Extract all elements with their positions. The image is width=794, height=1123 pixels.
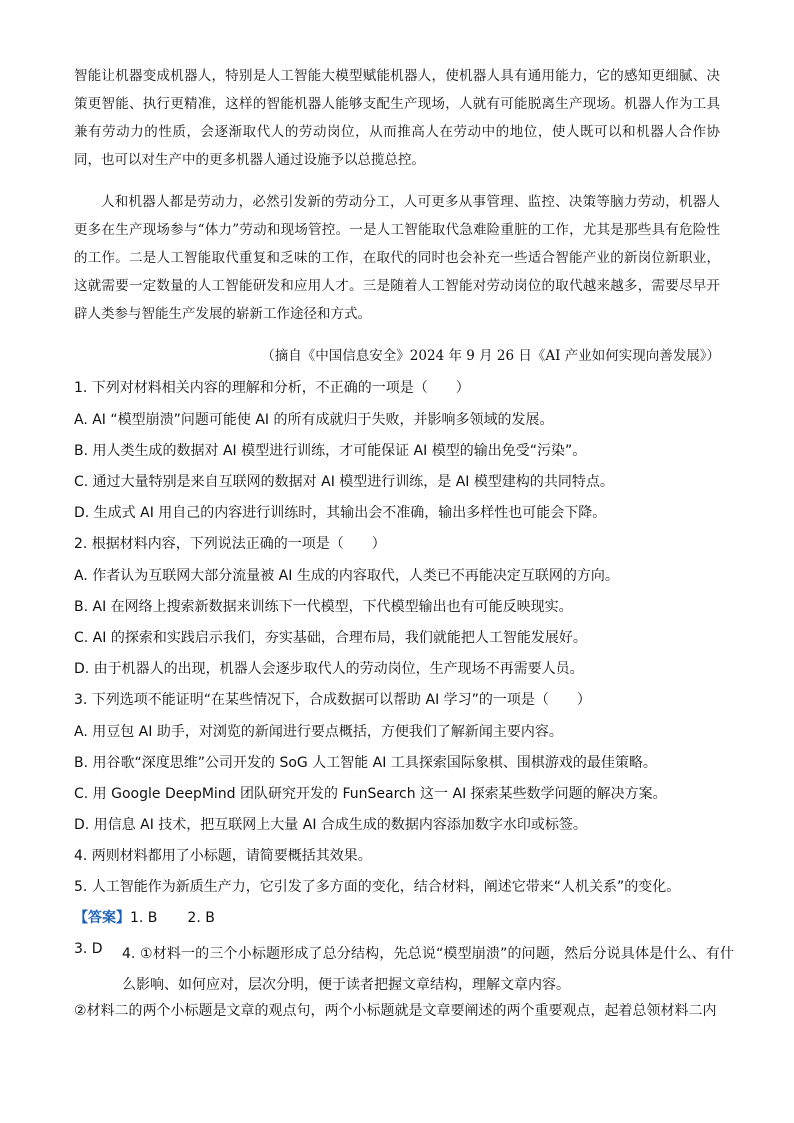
question-1-option-b: B. 用人类生成的数据对 AI 模型进行训练，才可能保证 AI 模型的输出免受“污染”。 — [74, 443, 587, 459]
question-5-stem: 5. 人工智能作为新质生产力，它引发了多方面的变化，结合材料，阐述它带来“人机关系”的变化。 — [74, 879, 681, 895]
question-2-option-b: B. AI 在网络上搜索新数据来训练下一代模型，下代模型输出也有可能反映现实。 — [74, 599, 573, 615]
question-3-option-d: D. 用信息 AI 技术，把互联网上大量 AI 合成生成的数据内容添加数字水印或标签。 — [74, 817, 587, 833]
passage-source: （摘自《中国信息安全》2024 年 9 月 26 日《AI 产业如何实现向善发展》） — [261, 348, 720, 364]
answer-4-part-2: ②材料二的两个小标题是文章的观点句，两个小标题就是文章要阐述的两个重要观点，起着总领材料二内 — [74, 1003, 717, 1019]
answer-line-1 — [74, 908, 734, 928]
answer-label: 【答案】 — [74, 910, 130, 926]
passage-paragraph-1: 智能让机器变成机器人，特别是人工智能大模型赋能机器人，使机器人具有通用能力，它的感知更细腻、决策更智能、执行更精准，这样的智能机器人能够支配生产现场，人就有可能脱离生产现场。机器人作为工具兼有劳动力的性质，会逐渐取代人的劳动岗位，从而推高人在劳动中的地位，使人既可以和机器人合作协同，也可以对生产中的更多机器人通过设施予以总揽总控。 — [74, 68, 720, 168]
question-2-option-a: A. 作者认为互联网大部分流量被 AI 生成的内容取代，人类已不再能决定互联网的方向。 — [74, 568, 619, 584]
answer-3: 3. D — [74, 941, 103, 957]
question-1-option-c: C. 通过大量特别是来自互联网的数据对 AI 模型进行训练，是 AI 模型建构的共同特点。 — [74, 474, 614, 490]
question-1-option-d: D. 生成式 AI 用自己的内容进行训练时，其输出会不准确，输出多样性也可能会下降。 — [74, 505, 607, 521]
passage-paragraph-2: 人和机器人都是劳动力，必然引发新的劳动分工，人可更多从事管理、监控、决策等脑力劳动，机器人更多在生产现场参与“体力”劳动和现场管控。一是人工智能取代急难险重脏的工作，尤其是那些具有危险性的工作。二是人工智能取代重复和乏味的工作，在取代的同时也会补充一些适合智能产业的新岗位新职业，这就需要一定数量的人工智能研发和应用人才。三是随着人工智能对劳动岗位的取代越来越多，需要尽早开辟人类参与智能生产发展的崭新工作途径和方式。 — [74, 194, 720, 322]
question-3-option-a: A. 用豆包 AI 助手，对浏览的新闻进行要点概括，方便我们了解新闻主要内容。 — [74, 724, 563, 740]
question-1-option-a: A. AI “模型崩溃”问题可能使 AI 的所有成就归于失败，并影响多领域的发展。 — [74, 412, 554, 428]
answer-2: 2. B — [187, 910, 215, 926]
question-2-option-c: C. AI 的探索和实践启示我们，夯实基础，合理布局，我们就能把人工智能发展好。 — [74, 630, 587, 646]
question-3-stem: 3. 下列选项不能证明“在某些情况下，合成数据可以帮助 AI 学习”的一项是（ ） — [74, 692, 591, 708]
question-3-option-c: C. 用 Google DeepMind 团队研究开发的 FunSearch 这一 AI 探索某些数学问题的解决方案。 — [74, 786, 667, 802]
question-2-option-d: D. 由于机器人的出现，机器人会逐步取代人的劳动岗位，生产现场不再需要人员。 — [74, 661, 584, 677]
question-2-stem: 2. 根据材料内容，下列说法正确的一项是（ ） — [74, 536, 386, 552]
answer-1: 1. B — [130, 910, 158, 926]
question-4-stem: 4. 两则材料都用了小标题，请简要概括其效果。 — [74, 848, 372, 864]
question-1-stem: 1. 下列对材料相关内容的理解和分析，不正确的一项是（ ） — [74, 380, 470, 396]
question-3-option-b: B. 用谷歌“深度思维”公司开发的 SoG 人工智能 AI 工具探索国际象棋、围棋游戏的最佳策略。 — [74, 755, 657, 771]
answer-4: 4. ①材料一的三个小标题形成了总分结构，先总说“模型崩溃”的问题，然后分说具体是什么、有什么影响、如何应对，层次分明，便于读者把握文章结构，理解文章内容。 — [122, 946, 734, 993]
